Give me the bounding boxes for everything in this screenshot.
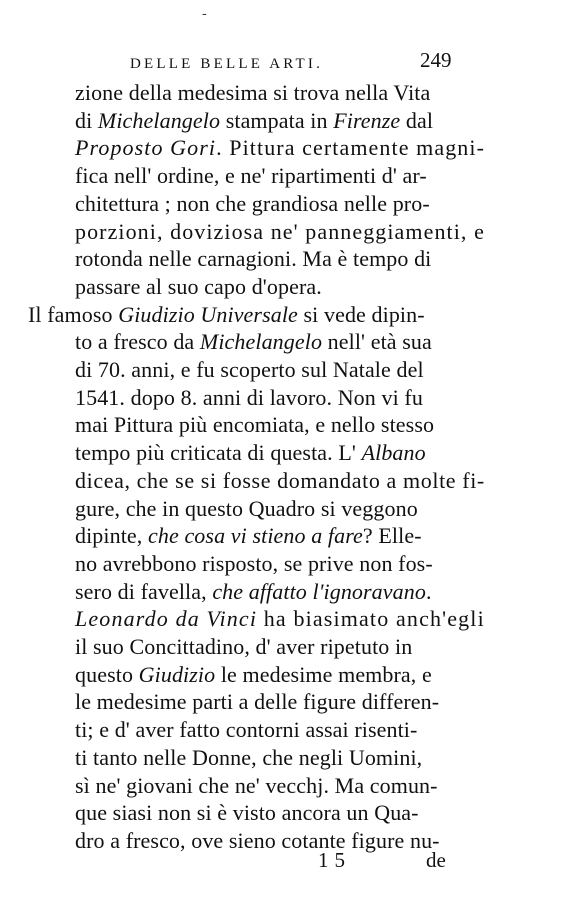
text-line	[75, 193, 430, 215]
text-run: porzioni, doviziosa ne' panneggiamenti, e	[75, 219, 485, 244]
text-run: le medesime membra, e	[215, 662, 432, 687]
text-line	[75, 664, 432, 686]
text-run: zione della medesima si trova nella Vita	[75, 80, 431, 105]
text-run: di 70. anni, e fu scoperto sul Natale del	[75, 357, 424, 382]
text-run: no avrebbono risposto, se prive non fos-	[75, 551, 433, 576]
text-run: sero di favella,	[75, 579, 213, 604]
text-line	[75, 498, 418, 520]
text-line	[75, 775, 438, 797]
text-run: ha biasimato anch'egli	[257, 606, 485, 631]
text-line	[75, 470, 485, 492]
text-run: questo	[75, 662, 139, 687]
text-run: stampata in	[220, 108, 334, 133]
text-run: Il famoso	[28, 302, 119, 327]
text-line	[75, 747, 422, 769]
text-run: di	[75, 108, 98, 133]
text-line	[75, 276, 322, 298]
text-run: ? Elle-	[362, 523, 422, 548]
text-line	[75, 830, 440, 852]
text-line	[75, 691, 439, 713]
italic-run: che affatto l'ignoravano	[212, 579, 426, 604]
text-run: dro a fresco, ove sieno cotante figure nu-	[75, 828, 440, 853]
italic-run: Michelangelo	[199, 329, 323, 354]
text-line	[75, 221, 485, 243]
text-line	[28, 304, 425, 326]
italic-run: Michelangelo	[97, 108, 221, 133]
text-run: sì ne' giovani che ne' vecchj. Ma comun-	[75, 773, 438, 798]
text-line	[75, 248, 431, 270]
text-run: dipinte,	[75, 523, 149, 548]
text-run: . Pittura certamente magni-	[216, 135, 485, 160]
text-run: fica nell' ordine, e ne' ripartimenti d' ar-	[75, 163, 427, 188]
text-run: rotonda nelle carnagioni. Ma è tempo di	[75, 246, 432, 271]
text-line	[75, 442, 426, 464]
text-line	[75, 82, 430, 104]
text-run: dicea, che se si fosse domandato a molte fi-	[75, 468, 485, 493]
page-number: 249	[420, 48, 452, 72]
text-run: nell' età sua	[322, 329, 432, 354]
text-line	[75, 636, 412, 658]
text-line	[75, 525, 422, 547]
running-head: DELLE BELLE ARTI.	[130, 56, 324, 72]
text-line	[75, 110, 433, 132]
text-line	[75, 608, 485, 630]
text-run: ti tanto nelle Donne, che negli Uomini,	[75, 745, 423, 770]
text-line	[75, 414, 434, 436]
text-run: to a fresco da	[75, 329, 200, 354]
text-line	[75, 719, 417, 741]
text-run: le medesime parti a delle figure differen-	[75, 689, 440, 714]
italic-run: Firenze	[333, 108, 401, 133]
text-line	[75, 387, 423, 409]
italic-run: che cosa vi stieno a fare	[148, 523, 363, 548]
text-run: gure, che in questo Quadro si veggono	[75, 496, 418, 521]
top-mark: -	[202, 6, 207, 22]
text-run: il suo Concittadino, d' aver ripetuto in	[75, 634, 413, 659]
text-line	[75, 553, 433, 575]
text-run: dal	[400, 108, 434, 133]
italic-run: Proposto Gori	[75, 135, 217, 160]
text-run: tempo più criticata di questa. L'	[75, 440, 362, 465]
catchword: de	[426, 848, 446, 872]
italic-run: Leonardo da Vinci	[75, 606, 258, 631]
text-line	[75, 331, 432, 353]
signature-mark: 15	[318, 848, 351, 872]
text-line	[75, 802, 419, 824]
text-run: chitettura ; non che grandiosa nelle pro-	[75, 191, 430, 216]
italic-run: Albano	[361, 440, 426, 465]
italic-run: Giudizio	[138, 662, 216, 687]
text-line	[75, 581, 432, 603]
text-run: passare al suo capo d'opera.	[75, 274, 322, 299]
text-run: que siasi non si è visto ancora un Qua-	[75, 800, 419, 825]
italic-run: Giudizio Universale	[118, 302, 298, 327]
text-run: mai Pittura più encomiata, e nello stesso	[75, 412, 435, 437]
text-run: si vede dipin-	[297, 302, 425, 327]
text-line	[75, 359, 424, 381]
text-line	[75, 165, 427, 187]
text-run: ti; e d' aver fatto contorni assai risenti-	[75, 717, 418, 742]
text-run: 1541. dopo 8. anni di lavoro. Non vi fu	[75, 385, 423, 410]
text-run: .	[425, 579, 432, 604]
text-line	[75, 137, 485, 159]
